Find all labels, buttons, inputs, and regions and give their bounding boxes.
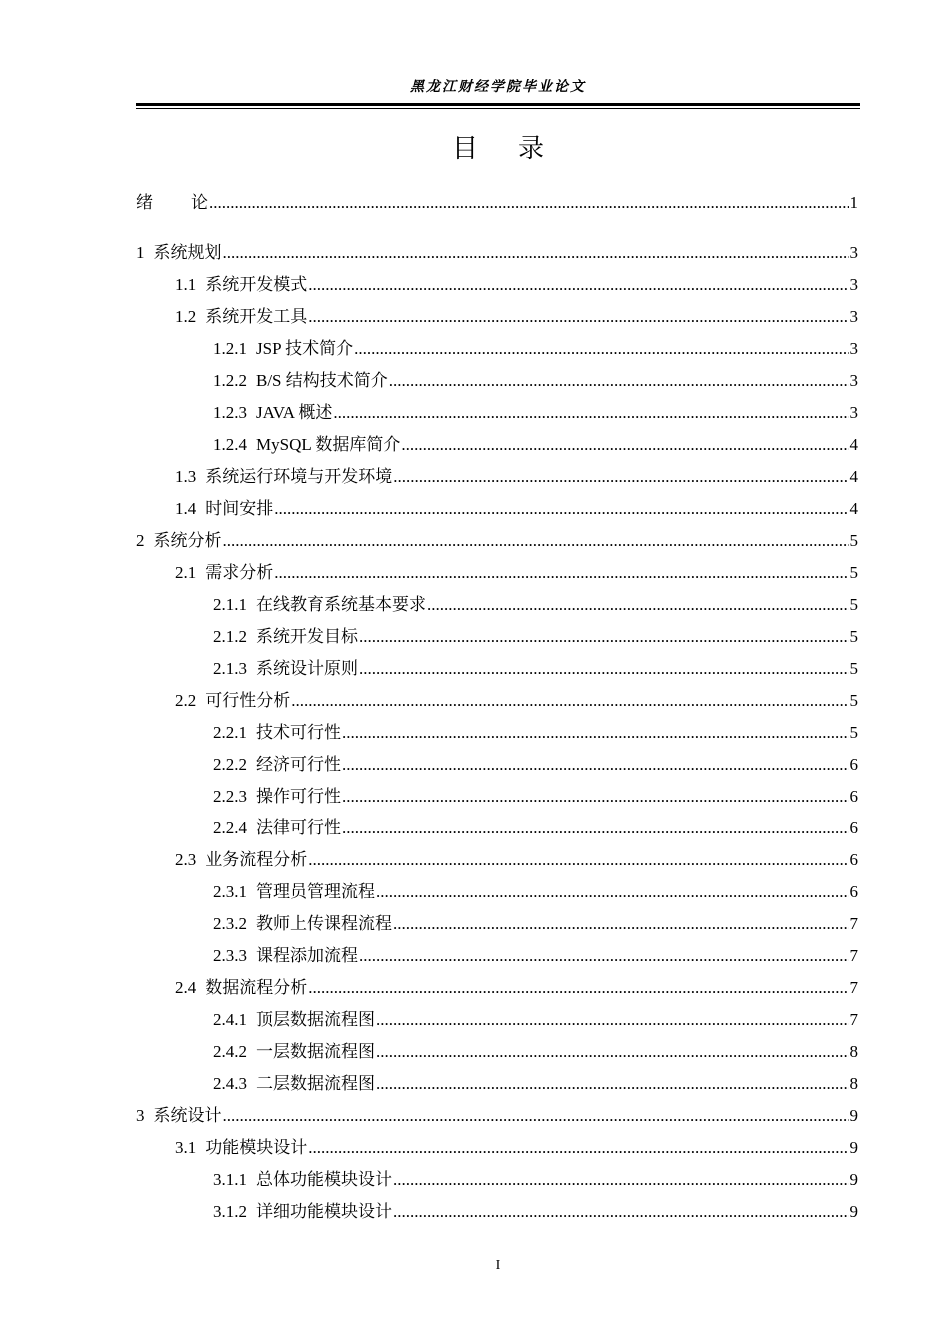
- toc-entry-page: 7: [849, 914, 858, 933]
- toc-leader-dots: [308, 273, 848, 297]
- toc-entry-label: 可行性分析: [205, 691, 291, 710]
- toc-entry[interactable]: [213, 433, 858, 457]
- toc-entry[interactable]: [175, 305, 858, 329]
- toc-entry-label: JSP 技术简介: [256, 339, 354, 358]
- toc-entry-number: 2.1.2: [213, 627, 247, 646]
- toc-entry-label: 在线教育系统基本要求: [256, 595, 426, 614]
- toc-entry-page: 1: [849, 193, 858, 212]
- toc-leader-dots: [401, 433, 848, 457]
- toc-entry[interactable]: [213, 785, 858, 809]
- toc-leader-dots: [359, 944, 849, 968]
- toc-entry-label: 系统开发工具: [205, 307, 308, 326]
- toc-entry-number: 1.2: [175, 307, 197, 326]
- toc-entry-page: 5: [849, 723, 858, 742]
- toc-leader-dots: [308, 976, 848, 1000]
- toc-leader-dots: [209, 191, 849, 215]
- toc-entry[interactable]: [213, 1040, 858, 1064]
- toc-entry-label: 顶层数据流程图: [256, 1010, 375, 1029]
- toc-entry[interactable]: [213, 944, 858, 968]
- toc-leader-dots: [389, 369, 849, 393]
- toc-entry[interactable]: [213, 816, 858, 840]
- toc-entry-page: 5: [849, 563, 858, 582]
- toc-entry[interactable]: [136, 529, 858, 553]
- toc-entry-label: 技术可行性: [256, 723, 341, 742]
- toc-entry-number: 1.3: [175, 467, 197, 486]
- toc-leader-dots: [274, 497, 848, 521]
- toc-leader-dots: [376, 1008, 849, 1032]
- toc-leader-dots: [223, 241, 849, 265]
- toc-entry[interactable]: [213, 369, 858, 393]
- toc-entry-label: 法律可行性: [256, 818, 341, 837]
- toc-entry-page: 3: [849, 339, 858, 358]
- toc-entry[interactable]: [213, 912, 858, 936]
- header-rule-thick: [136, 103, 860, 106]
- toc-entry-page: 3: [849, 275, 858, 294]
- toc-entry-number: 1.2.4: [213, 435, 247, 454]
- toc-entry-page: 5: [849, 531, 858, 550]
- toc-entry-number: 1.2.3: [213, 403, 247, 422]
- toc-entry-page: 4: [849, 499, 858, 518]
- toc-entry-label: B/S 结构技术简介: [256, 371, 388, 390]
- page-number: I: [495, 1258, 501, 1273]
- toc-entry[interactable]: [213, 880, 858, 904]
- toc-leader-dots: [393, 1200, 849, 1224]
- toc-entry[interactable]: [213, 337, 858, 361]
- toc-entry[interactable]: [175, 273, 858, 297]
- toc-entry-page: 9: [849, 1170, 858, 1189]
- toc-leader-dots: [308, 848, 848, 872]
- toc-entry-label: 论: [191, 193, 208, 212]
- toc-entry-page: 5: [849, 659, 858, 678]
- running-header: 黑龙江财经学院毕业论文: [410, 80, 586, 95]
- toc-entry[interactable]: [136, 241, 858, 265]
- toc-entry-page: 6: [849, 755, 858, 774]
- toc-entry[interactable]: [213, 1168, 858, 1192]
- toc-leader-dots: [359, 625, 849, 649]
- toc-entry[interactable]: [213, 1072, 858, 1096]
- toc-entry-page: 5: [849, 627, 858, 646]
- toc-entry-number: 2: [136, 531, 145, 550]
- toc-entry-page: 6: [849, 882, 858, 901]
- toc-entry-page: 4: [849, 435, 858, 454]
- toc-entry-label: 二层数据流程图: [256, 1074, 375, 1093]
- toc-leader-dots: [342, 785, 849, 809]
- toc-entry-page: 4: [849, 467, 858, 486]
- toc-entry[interactable]: [175, 561, 858, 585]
- toc-entry-number: 2.2.3: [213, 787, 247, 806]
- toc-entry-page: 7: [849, 1010, 858, 1029]
- toc-entry-number: 2.1.1: [213, 595, 247, 614]
- toc-title-left: 目: [451, 134, 478, 163]
- toc-leader-dots: [342, 753, 849, 777]
- toc-entry-page: 9: [849, 1106, 858, 1125]
- toc-entry[interactable]: [213, 1200, 858, 1224]
- toc-leader-dots: [393, 912, 849, 936]
- toc-entry-label: 总体功能模块设计: [256, 1170, 392, 1189]
- toc-entry-number: 1.2.2: [213, 371, 247, 390]
- toc-entry[interactable]: [213, 593, 858, 617]
- toc-entry[interactable]: [213, 1008, 858, 1032]
- toc-entry[interactable]: [213, 753, 858, 777]
- toc-entry-label: MySQL 数据库简介: [256, 435, 401, 454]
- toc-entry[interactable]: [213, 625, 858, 649]
- toc-entry-label: 系统开发模式: [205, 275, 308, 294]
- toc-entry-label: JAVA 概述: [256, 403, 333, 422]
- toc-entry-page: 6: [849, 787, 858, 806]
- toc-entry-number: 2.4.1: [213, 1010, 247, 1029]
- toc-entry-number: 2.2.2: [213, 755, 247, 774]
- toc-entry-page: 5: [849, 691, 858, 710]
- toc-entry-number: 2.3.2: [213, 914, 247, 933]
- toc-leader-dots: [427, 593, 849, 617]
- toc-leader-dots: [308, 305, 848, 329]
- toc-entry-label: 业务流程分析: [205, 850, 308, 869]
- toc-entry-page: 6: [849, 850, 858, 869]
- toc-entry-label: 系统设计原则: [256, 659, 358, 678]
- toc-title: [136, 132, 860, 166]
- header-rule-thin: [136, 108, 860, 109]
- toc-entry-label: 需求分析: [205, 563, 274, 582]
- toc-leader-dots: [376, 1040, 849, 1064]
- toc-entry-number: 2.3: [175, 850, 197, 869]
- toc-entry-number: 1.4: [175, 499, 197, 518]
- toc-entry-label: 经济可行性: [256, 755, 341, 774]
- toc-entry-page: 8: [849, 1074, 858, 1093]
- toc-entry-number: 绪: [136, 193, 153, 212]
- toc-entry[interactable]: [136, 1104, 858, 1128]
- toc-entry[interactable]: [175, 689, 858, 713]
- toc-entry-label: 数据流程分析: [205, 978, 308, 997]
- toc-leader-dots: [359, 657, 849, 681]
- toc-leader-dots: [274, 561, 848, 585]
- toc-entry-page: 9: [849, 1138, 858, 1157]
- toc-entry-number: 2.3.1: [213, 882, 247, 901]
- toc-entry-number: 3: [136, 1106, 145, 1125]
- toc-entry-label: 系统分析: [153, 531, 222, 550]
- toc-entry-number: 1.2.1: [213, 339, 247, 358]
- toc-entry-label: 系统运行环境与开发环境: [205, 467, 393, 486]
- toc-entry-label: 教师上传课程流程: [256, 914, 392, 933]
- toc-entry-page: 3: [849, 243, 858, 262]
- toc-entry-number: 2.4.3: [213, 1074, 247, 1093]
- toc-entry-number: 2.2.1: [213, 723, 247, 742]
- toc-leader-dots: [376, 1072, 849, 1096]
- toc-entry-page: 3: [849, 403, 858, 422]
- toc-entry-page: 3: [849, 371, 858, 390]
- toc-entry-page: 7: [849, 978, 858, 997]
- toc-leader-dots: [223, 529, 849, 553]
- toc-entry-page: 8: [849, 1042, 858, 1061]
- toc-entry-page: 3: [849, 307, 858, 326]
- toc-entry[interactable]: [136, 191, 858, 215]
- toc-entry-label: 操作可行性: [256, 787, 341, 806]
- toc-entry-label: 功能模块设计: [205, 1138, 308, 1157]
- toc-leader-dots: [291, 689, 848, 713]
- toc-entry-label: 一层数据流程图: [256, 1042, 375, 1061]
- toc-entry-number: 2.1.3: [213, 659, 247, 678]
- toc-entry-label: 时间安排: [205, 499, 274, 518]
- toc-entry-number: 2.1: [175, 563, 197, 582]
- toc-leader-dots: [223, 1104, 849, 1128]
- toc-entry-number: 2.2: [175, 691, 197, 710]
- toc-entry[interactable]: [213, 657, 858, 681]
- toc-entry-page: 9: [849, 1202, 858, 1221]
- toc-entry-label: 管理员管理流程: [256, 882, 375, 901]
- toc-entry[interactable]: [175, 497, 858, 521]
- toc-entry[interactable]: [213, 721, 858, 745]
- toc-entry-number: 2.2.4: [213, 818, 247, 837]
- toc-entry-label: 系统设计: [153, 1106, 222, 1125]
- toc-leader-dots: [342, 721, 849, 745]
- toc-leader-dots: [393, 1168, 849, 1192]
- toc-entry[interactable]: [175, 976, 858, 1000]
- toc-entry-page: 6: [849, 818, 858, 837]
- toc-leader-dots: [333, 401, 848, 425]
- toc-leader-dots: [393, 465, 848, 489]
- toc-leader-dots: [354, 337, 848, 361]
- toc-leader-dots: [376, 880, 849, 904]
- toc-entry-label: 系统开发目标: [256, 627, 358, 646]
- toc-entry-label: 详细功能模块设计: [256, 1202, 392, 1221]
- toc-entry[interactable]: [175, 465, 858, 489]
- toc-entry-number: 3.1: [175, 1138, 197, 1157]
- toc-entry-number: 2.3.3: [213, 946, 247, 965]
- toc-entry-number: 1.1: [175, 275, 197, 294]
- toc-entry[interactable]: [175, 1136, 858, 1160]
- toc-entry-label: 课程添加流程: [256, 946, 358, 965]
- toc-leader-dots: [342, 816, 849, 840]
- toc-entry[interactable]: [175, 848, 858, 872]
- toc-entry-number: 2.4: [175, 978, 197, 997]
- toc-entry-number: 3.1.1: [213, 1170, 247, 1189]
- toc-entry-number: 2.4.2: [213, 1042, 247, 1061]
- toc-title-right: 录: [518, 134, 545, 163]
- toc-entry-page: 7: [849, 946, 858, 965]
- toc-entry-page: 5: [849, 595, 858, 614]
- toc-leader-dots: [308, 1136, 848, 1160]
- toc-entry-label: 系统规划: [153, 243, 222, 262]
- toc-entry-number: 1: [136, 243, 145, 262]
- toc-entry-number: 3.1.2: [213, 1202, 247, 1221]
- toc-entry[interactable]: [213, 401, 858, 425]
